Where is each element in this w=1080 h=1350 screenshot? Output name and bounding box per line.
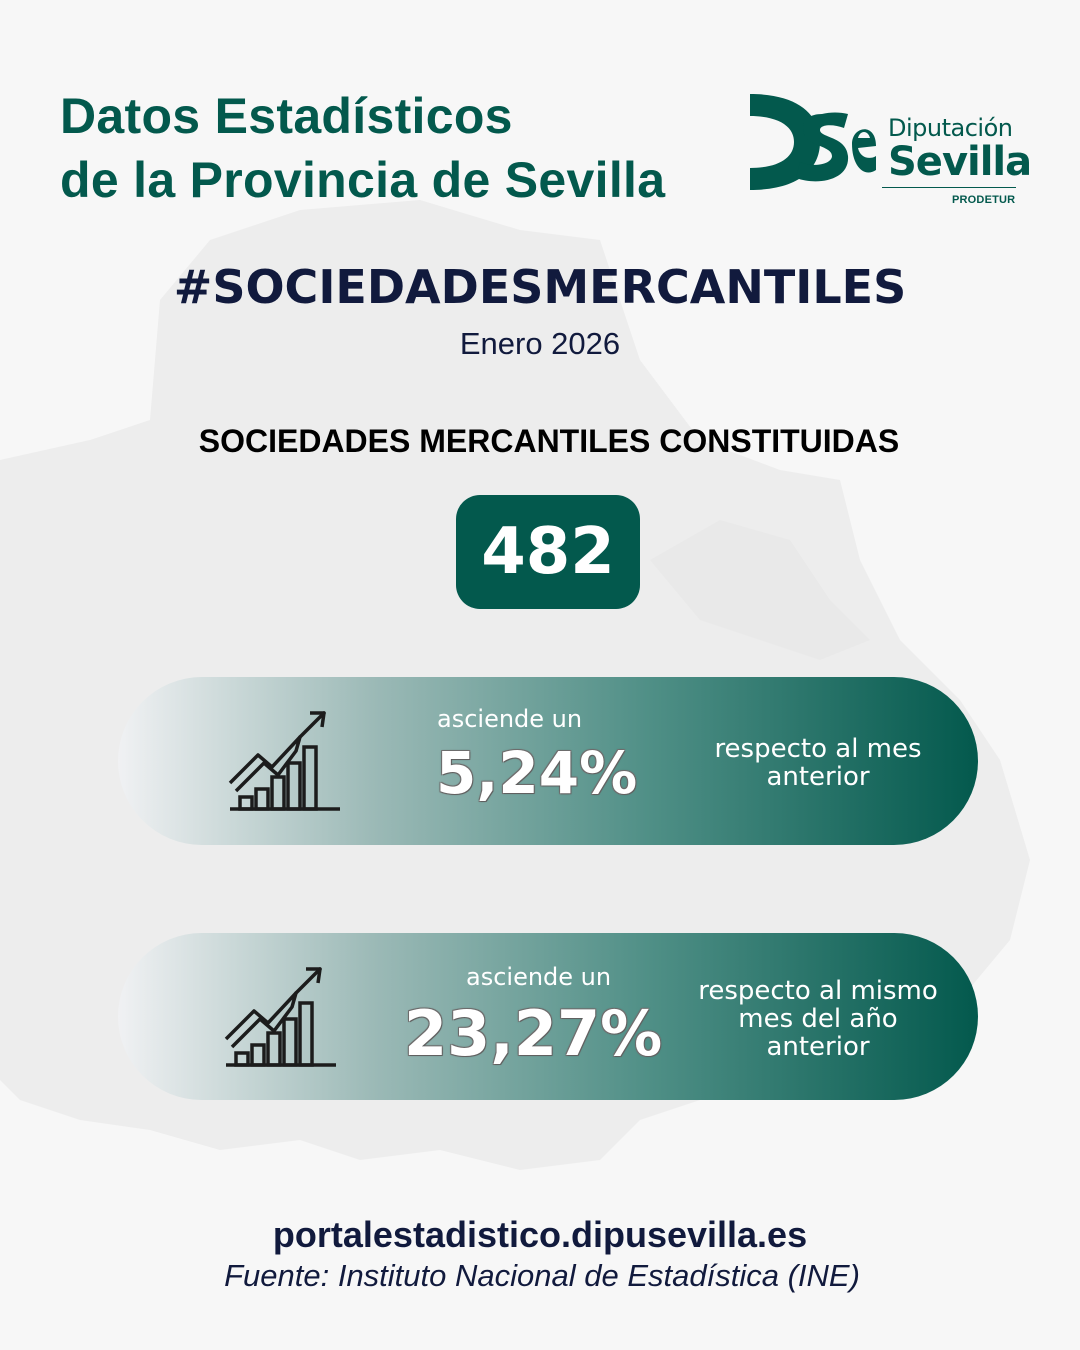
comparison-line-1: respecto al mismo: [698, 976, 938, 1006]
dse-logo-mark-icon: [748, 92, 878, 192]
stat-lead: asciende un: [466, 963, 612, 991]
growth-chart-icon: [228, 709, 344, 813]
title-line-2: de la Provincia de Sevilla: [60, 152, 666, 208]
section-title: SOCIEDADES MERCANTILES CONSTITUIDAS: [198, 423, 900, 459]
diputacion-sevilla-logo: [748, 92, 1032, 212]
source-credit: Fuente: Instituto Nacional de Estadística (INE): [224, 1258, 860, 1293]
stat-comparison: [684, 977, 952, 1061]
logo-divider: [882, 187, 1016, 188]
logo-line-1: Diputación: [888, 114, 1013, 142]
logo-line-2: Sevilla: [888, 139, 1032, 185]
stat-value: 5,24%: [436, 739, 638, 807]
comparison-line-2: anterior: [766, 762, 870, 792]
comparison-line-1: respecto al mes: [714, 734, 922, 764]
comparison-line-3: anterior: [766, 1032, 870, 1062]
stat-card-yearly: [118, 933, 978, 1100]
stat-value: 23,27%: [404, 997, 663, 1070]
stat-lead: asciende un: [437, 705, 583, 733]
hashtag-heading: #SOCIEDADESMERCANTILES: [173, 260, 907, 314]
period-label: Enero 2026: [459, 326, 621, 361]
title-line-1: Datos Estadísticos: [60, 88, 513, 144]
growth-chart-icon: [224, 965, 340, 1069]
total-value-badge: 482: [456, 495, 640, 609]
logo-subtitle: PRODETUR: [952, 194, 1016, 206]
portal-url-link[interactable]: portalestadistico.dipusevilla.es: [272, 1214, 808, 1255]
stat-comparison: [690, 735, 946, 791]
page-title: [60, 84, 665, 212]
stat-card-monthly: [118, 677, 978, 845]
comparison-line-2: mes del año: [738, 1004, 898, 1034]
